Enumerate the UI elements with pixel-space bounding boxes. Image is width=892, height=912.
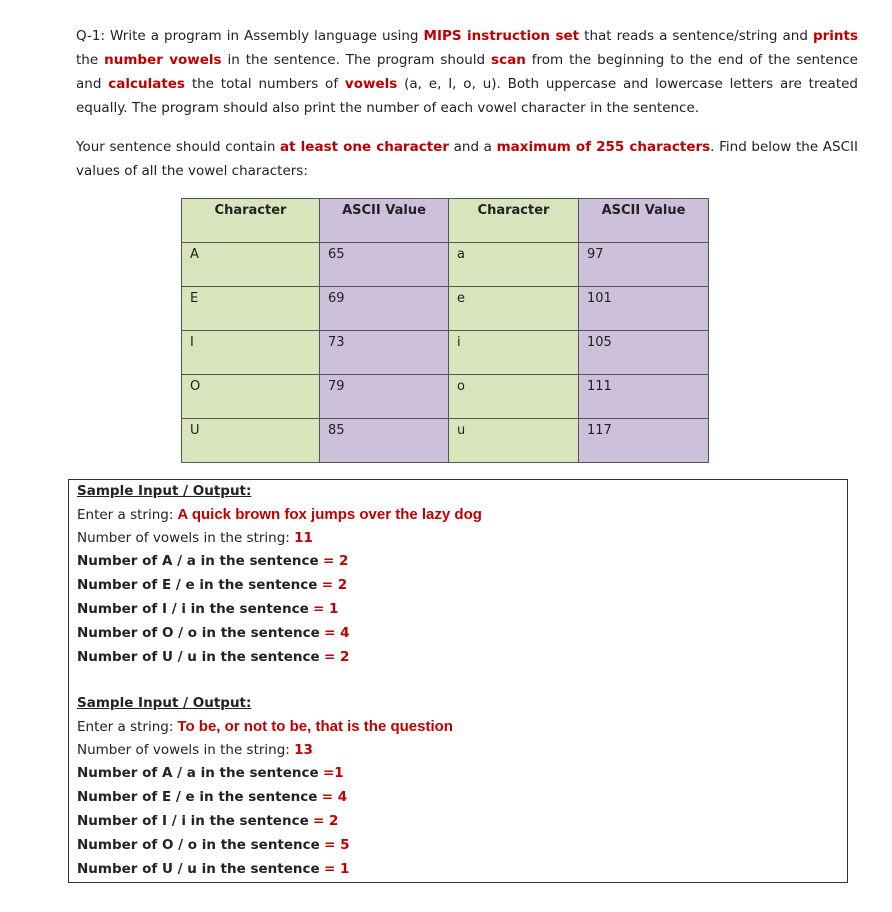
vowel-count-line xyxy=(77,765,344,781)
header-character-upper: Character xyxy=(182,199,320,243)
cell-character-lower: o xyxy=(449,375,579,419)
vowel-count-value: = 1 xyxy=(313,601,339,617)
vowel-count-value: = 2 xyxy=(313,813,339,829)
highlighted-text: number vowels xyxy=(104,52,222,68)
vowel-count-value: = 4 xyxy=(321,789,348,805)
cell-character-lower: u xyxy=(449,419,579,463)
vowel-count-value: =1 xyxy=(322,765,344,781)
highlighted-text: vowels xyxy=(344,76,398,92)
cell-ascii-upper: 85 xyxy=(320,419,449,463)
body-text: . Find below the ASCII values of all the vowel characters: xyxy=(76,139,858,179)
sample-title xyxy=(77,483,251,499)
cell-ascii-upper: 79 xyxy=(320,375,449,419)
input-string: To be, or not to be, that is the question xyxy=(177,718,453,735)
table-row xyxy=(182,419,709,463)
ascii-table xyxy=(181,198,709,463)
cell-character-upper: U xyxy=(182,419,320,463)
sample-title-text: Sample Input / Output: xyxy=(77,483,252,499)
vowel-count-label: Number of I / i in the sentence xyxy=(77,601,309,617)
highlighted-text: calculates xyxy=(108,76,185,92)
sample-title xyxy=(77,695,251,711)
highlighted-text: MIPS instruction set xyxy=(423,28,580,44)
cell-character-upper: E xyxy=(182,287,320,331)
vowel-count-line xyxy=(77,813,338,829)
vowel-total-count: 11 xyxy=(294,530,313,546)
cell-ascii-lower: 117 xyxy=(579,419,709,463)
table-row xyxy=(182,375,709,419)
input-prompt: Enter a string: xyxy=(77,719,174,735)
table-row xyxy=(182,331,709,375)
cell-character-lower: e xyxy=(449,287,579,331)
cell-character-upper: O xyxy=(182,375,320,419)
vowel-total-label: Number of vowels in the string: xyxy=(77,530,290,546)
vowel-count-value: = 4 xyxy=(324,625,350,641)
header-ascii-upper: ASCII Value xyxy=(320,199,449,243)
vowel-count-value: = 2 xyxy=(323,649,350,665)
cell-character-lower: i xyxy=(449,331,579,375)
body-text: the total numbers of xyxy=(184,76,345,92)
highlighted-text: scan xyxy=(491,52,526,68)
body-text: from the beginning to the end of the sentence and xyxy=(76,52,858,92)
vowel-count-line xyxy=(77,861,349,877)
vowel-count-label: Number of E / e in the sentence xyxy=(77,577,318,593)
cell-ascii-lower: 105 xyxy=(579,331,709,375)
instruction-paragraph xyxy=(76,135,858,183)
vowel-count-label: Number of U / u in the sentence xyxy=(77,649,320,665)
vowel-count-line xyxy=(77,837,350,853)
body-text: (a, e, I, o, u). Both uppercase and lowercase letters are treated equally. The program should also print the number of each vowel character in the sentence. xyxy=(76,76,858,116)
highlighted-text: at least one character xyxy=(280,139,449,155)
input-string: A quick brown fox jumps over the lazy dog xyxy=(177,506,482,523)
highlighted-text: prints xyxy=(812,28,858,44)
header-ascii-lower: ASCII Value xyxy=(579,199,709,243)
cell-character-lower: a xyxy=(449,243,579,287)
vowel-count-label: Number of O / o in the sentence xyxy=(77,837,320,853)
vowel-total-label: Number of vowels in the string: xyxy=(77,742,290,758)
vowel-total-line xyxy=(77,742,313,758)
cell-ascii-lower: 101 xyxy=(579,287,709,331)
cell-character-upper: A xyxy=(182,243,320,287)
highlighted-text: maximum of 255 characters xyxy=(496,139,711,155)
cell-ascii-lower: 111 xyxy=(579,375,709,419)
body-text: that reads a sentence/string and xyxy=(579,28,813,44)
ascii-table-header-row xyxy=(182,199,709,243)
vowel-total-line xyxy=(77,530,313,546)
cell-ascii-upper: 73 xyxy=(320,331,449,375)
cell-character-upper: I xyxy=(182,331,320,375)
header-character-lower: Character xyxy=(449,199,579,243)
body-text: in the sentence. The program should xyxy=(221,52,492,68)
vowel-count-line xyxy=(77,601,338,617)
vowel-count-line xyxy=(77,625,350,641)
vowel-count-value: = 2 xyxy=(322,553,349,569)
body-text: Your sentence should contain xyxy=(76,139,281,155)
table-row xyxy=(182,243,709,287)
vowel-count-label: Number of A / a in the sentence xyxy=(77,553,319,569)
cell-ascii-upper: 65 xyxy=(320,243,449,287)
input-prompt: Enter a string: xyxy=(77,507,174,523)
vowel-count-value: = 2 xyxy=(321,577,348,593)
sample-input-line xyxy=(77,506,482,523)
cell-ascii-upper: 69 xyxy=(320,287,449,331)
vowel-count-line xyxy=(77,553,348,569)
vowel-count-label: Number of A / a in the sentence xyxy=(77,765,319,781)
sample-input-line xyxy=(77,718,453,735)
vowel-count-line xyxy=(77,789,347,805)
vowel-count-line xyxy=(77,649,349,665)
vowel-count-value: = 1 xyxy=(323,861,350,877)
vowel-total-count: 13 xyxy=(294,742,313,758)
vowel-count-value: = 5 xyxy=(324,837,350,853)
sample-io-box xyxy=(68,479,848,883)
vowel-count-label: Number of U / u in the sentence xyxy=(77,861,320,877)
body-text: Q-1: Write a program in Assembly language using xyxy=(76,28,424,44)
body-text: the xyxy=(76,52,105,68)
cell-ascii-lower: 97 xyxy=(579,243,709,287)
table-row xyxy=(182,287,709,331)
vowel-count-label: Number of E / e in the sentence xyxy=(77,789,318,805)
vowel-count-label: Number of O / o in the sentence xyxy=(77,625,320,641)
body-text: and a xyxy=(448,139,497,155)
question-paragraph xyxy=(76,24,858,120)
vowel-count-line xyxy=(77,577,347,593)
vowel-count-label: Number of I / i in the sentence xyxy=(77,813,309,829)
sample-title-text: Sample Input / Output: xyxy=(77,695,252,711)
